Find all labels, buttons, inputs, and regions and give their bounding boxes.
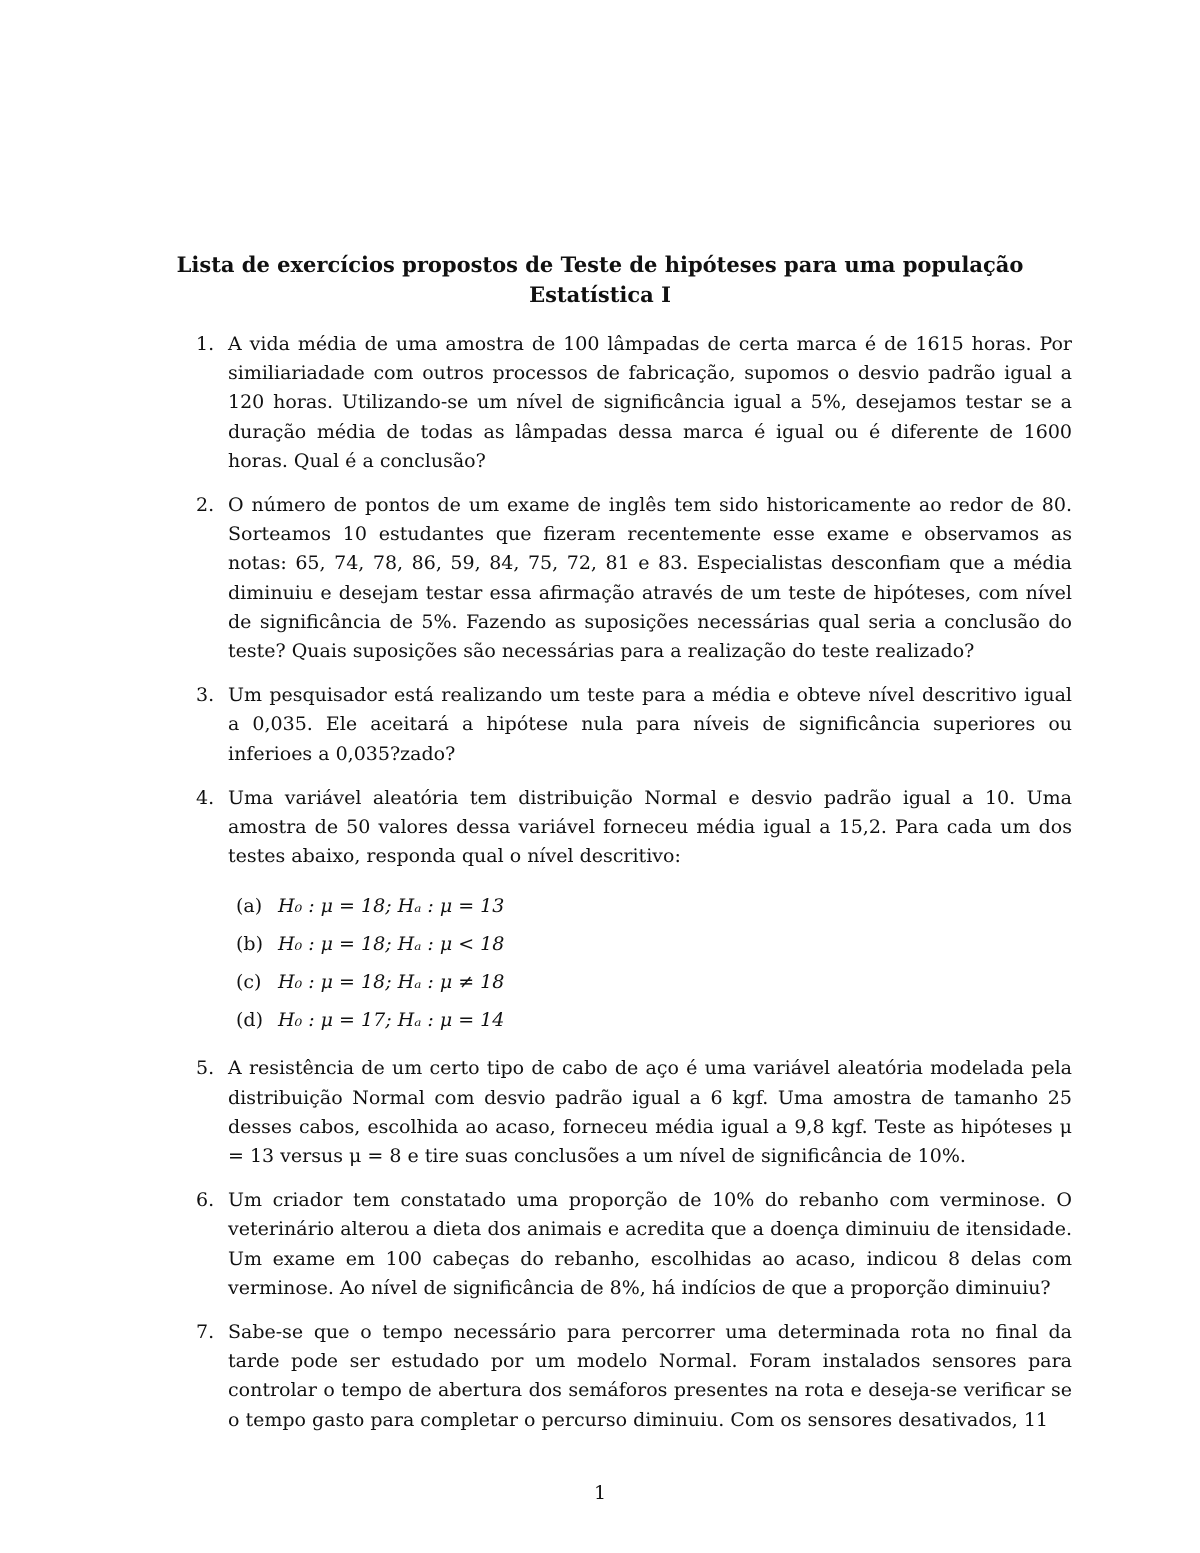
exercise-number: 1. — [196, 333, 215, 355]
exercise-item — [196, 1318, 1072, 1435]
hypothesis-label: (b) — [236, 933, 263, 956]
hypothesis-label: (c) — [236, 971, 262, 994]
exercise-number: 6. — [196, 1189, 215, 1212]
exercise-item — [196, 784, 1072, 1040]
hypothesis-item — [228, 1001, 1072, 1039]
exercise-number: 3. — [196, 684, 215, 707]
exercise-item — [196, 681, 1072, 769]
exercise-text: Sabe-se que o tempo necessário para percorrer uma determinada rota no final da tarde pode ser estudado por um modelo Normal. Foram instalados sensores para controlar o tempo de abertura dos semáforos presentes na rota e deseja-se verificar se o tempo gasto para completar o percurso diminuiu. Com os sensores desativados, 11 — [228, 1321, 1072, 1431]
hypothesis-expression: H₀ : μ = 18; Hₐ : μ ≠ 18 — [278, 971, 505, 994]
exercise-text: Uma variável aleatória tem distribuição Normal e desvio padrão igual a 10. Uma amostra de 50 valores dessa variável forneceu média igual a 15,2. Para cada um dos testes abaixo, responda qual o nível descritivo: — [228, 786, 1072, 868]
hypothesis-label: (a) — [236, 895, 263, 918]
hypothesis-item — [228, 963, 1072, 1001]
exercise-text: A vida média de uma amostra de 100 lâmpadas de certa marca é de 1615 horas. Por similiariadade com outros processos de fabricação, supomos o desvio padrão igual a 120 horas. Utilizando-se um nível de significância igual a 5%, desejamos testar se a duração média de todas as lâmpadas dessa marca é igual ou é diferente de 1600 horas. Qual é a conclusão? — [228, 333, 1072, 472]
exercise-text: Um criador tem constatado uma proporção de 10% do rebanho com verminose. O veterinário alterou a dieta dos animais e acredita que a doença diminuiu de itensidade. Um exame em 100 cabeças do rebanho, escolhidas ao acaso, indicou 8 delas com verminose. Ao nível de significância de 8%, há indícios de que a proporção diminuiu? — [228, 1189, 1072, 1299]
exercise-number: 2. — [196, 494, 215, 517]
page-number: 1 — [593, 1482, 607, 1504]
exercise-item — [196, 1054, 1072, 1171]
exercise-text: O número de pontos de um exame de inglês tem sido historicamente ao redor de 80. Sorteamos 10 estudantes que fizeram recentemente esse exame e observamos as notas: 65, 74, 78, 86, 59, 84, 75, 72, 81 e 83. Especialistas desconfiam que a média diminuiu e desejam testar essa afirmação através de um teste de hipóteses, com nível de significância de 5%. Fazendo as suposições necessárias qual seria a conclusão do teste? Quais suposições são necessárias para a realização do teste realizado? — [228, 494, 1072, 663]
exercise-item — [196, 491, 1072, 666]
hypothesis-item — [228, 887, 1072, 925]
document-title: Lista de exercícios propostos de Teste de hipóteses para uma população — [176, 252, 1024, 277]
exercise-list — [196, 330, 1072, 1450]
document-subtitle: Estatística I — [529, 282, 671, 307]
title-block — [150, 250, 1050, 310]
exercise-number: 7. — [196, 1321, 215, 1344]
exercise-item — [196, 330, 1072, 476]
exercise-number: 5. — [196, 1057, 215, 1080]
exercise-text: A resistência de um certo tipo de cabo de aço é uma variável aleatória modelada pela distribuição Normal com desvio padrão igual a 6 kgf. Uma amostra de tamanho 25 desses cabos, escolhida ao acaso, forneceu média igual a 9,8 kgf. Teste as hipóteses μ = 13 versus μ = 8 e tire suas conclusões a um nível de significância de 10%. — [228, 1057, 1072, 1168]
hypothesis-label: (d) — [236, 1009, 263, 1032]
hypothesis-expression: H₀ : μ = 18; Hₐ : μ < 18 — [278, 933, 505, 956]
hypothesis-item — [228, 925, 1072, 963]
hypothesis-expression: H₀ : μ = 17; Hₐ : μ = 14 — [278, 1009, 505, 1032]
exercise-number: 4. — [196, 786, 215, 809]
hypothesis-expression: H₀ : μ = 18; Hₐ : μ = 13 — [278, 895, 505, 918]
exercise-text: Um pesquisador está realizando um teste para a média e obteve nível descritivo igual a 0,035. Ele aceitará a hipótese nula para níveis de significância superiores ou inferioes a 0,035?zado? — [228, 684, 1072, 765]
exercise-item — [196, 1186, 1072, 1303]
hypothesis-sublist — [228, 887, 1072, 1039]
